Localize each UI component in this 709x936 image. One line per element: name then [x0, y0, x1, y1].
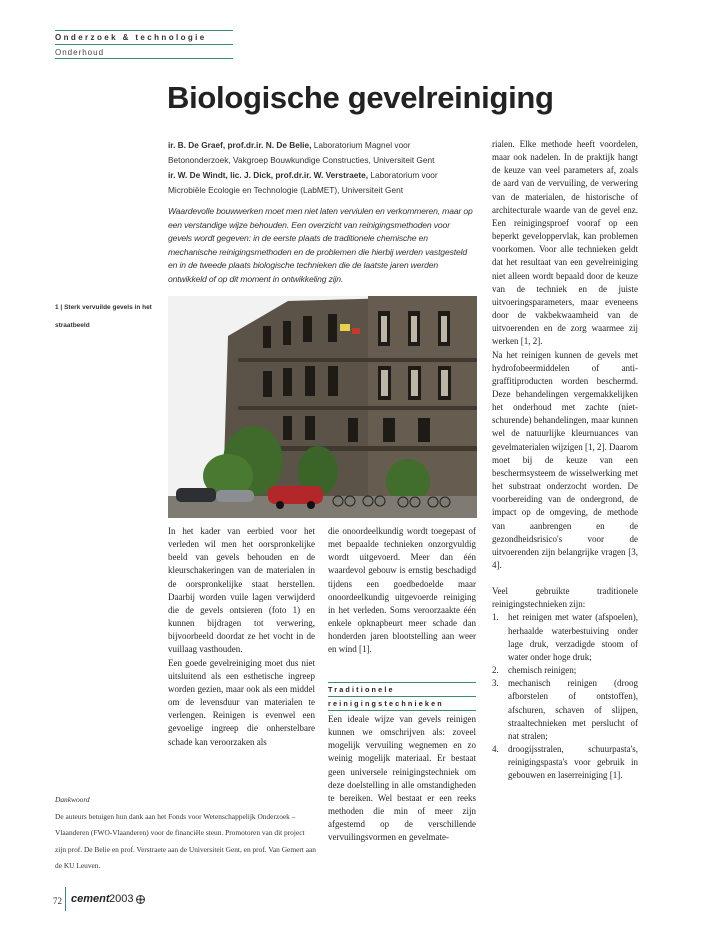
authors	[168, 138, 473, 198]
article-title: Biologische gevelreiniging	[167, 80, 554, 115]
paragraph: Na het reinigen kunnen de gevels met hydrofobeermiddelen of anti-graffitiproducten worden beschermd. Deze behandelingen vergemakkelijken het onderhoud met zachte (niet-schurende) behandelingen, maar kunnen wel de natuurlijke kleurnuances van gevelmaterialen wijzigen [1, 2]. Daarom moet bij de keuze van een beschermsysteem de wisselwerking met het substraat onderzocht worden. De voorbereiding van de ondergrond, de impact op de omgeving, de methode van aanbrengen en de gezondheidsrisico's voor de uitvoerenden zijn belangrijke vragen [3, 4].	[492, 349, 638, 570]
magazine-name: cement	[71, 893, 110, 905]
paragraph: Veel gebruikte traditionele reinigingstechnieken zijn:	[492, 586, 638, 610]
technique-list	[492, 611, 638, 782]
body-column-2b	[328, 713, 476, 845]
footer-divider	[65, 887, 66, 911]
subsection-label: Onderhoud	[55, 48, 105, 57]
section-label: Onderzoek & technologie	[55, 33, 207, 42]
list-item: 4. droogijsstralen, schuurpasta's, reinigingspasta's voor gebruik in gebouwen en laserreiniging [1].	[492, 744, 638, 781]
body-column-2	[328, 525, 476, 657]
magazine-year: 2003	[109, 893, 134, 905]
facade-photo-illustration	[168, 296, 477, 518]
acknowledgement-text: De auteurs betuigen hun dank aan het Fonds voor Wetenschappelijk Onderzoek – Vlaanderen (FWO-Vlaanderen) voor de financiële steun. Promotoren van dit project zijn prof. De Belie en prof. Verstraete aan de Universiteit Gent, en prof. Van Gemert aan de KU Leuven.	[55, 811, 316, 870]
list-item: 3. mechanisch reinigen (droog afborstelen of ontstoffen), afschuren, schaven of slijpen, straaltechnieken met perslucht of nat stralen;	[492, 678, 638, 741]
acknowledgement-heading: Dankwoord	[55, 795, 90, 804]
section-heading-line-1: Traditionele	[328, 685, 395, 694]
authors-group-2-names: ir. W. De Windt, lic. J. Dick, prof.dr.ir. W. Verstraete,	[168, 170, 369, 180]
list-item: 2. chemisch reinigen;	[492, 665, 577, 676]
authors-group-2-affiliation: Laboratorium voor Microbiële Ecologie en Technologie (LabMET), Universiteit Gent	[168, 170, 438, 195]
body-column-3	[492, 138, 638, 783]
page-number: 72	[53, 896, 62, 906]
authors-group-1-names: ir. B. De Graef, prof.dr.ir. N. De Belie,	[168, 140, 312, 150]
caption-number: 1	[55, 304, 59, 311]
paragraph: rialen. Elke methode heeft voordelen, maar ook nadelen. In de praktijk hangt de keuze van veel parameters af, zoals de aard van de vervuiling, de verwering van de materialen, de historische of architecturale waarde van de gevel enz. Een reinigingsproef vooraf op een beperkt geveloppervlak, kan problemen voorkomen. Voor alle technieken geldt dat het resultaat van een gevelreiniging niet alleen wordt bepaald door de keuze van de techniek en de juiste uitvoeringsparameters, maar eveneens door de vakbekwaamheid van de uitvoerenden en de zorg waarmee zij werken [1, 2].	[492, 139, 638, 347]
paragraph: Een ideale wijze van gevels reinigen kunnen we omschrijven als: zoveel mogelijk vervuiling wegnemen en zo weinig mogelijk materiaal. Er bestaat geen universele reinigingstechniek om deze doelstelling in alle omstandigheden te bereiken. Wel bestaat er een reeks methoden die min of meer zijn afgestemd op de verschillende vervuilingsvormen en gevelmate-	[328, 714, 476, 843]
figure-caption: 1 | Sterk vervuilde gevels in het straatbeeld	[55, 304, 152, 329]
paragraph: Een goede gevelreiniging moet dus niet uitsluitend als een esthetische ingreep worden gezien, maar ook als een middel om de levensduur van materialen te verlengen. Reinigen is evenwel een gevoelige ingreep die onherstelbare schade kan veroorzaken als	[168, 657, 315, 747]
paragraph: In het kader van eerbied voor het verleden wil men het oorspronkelijke beeld van gevels behouden en de kleurschakeringen van de materialen in de oorspronkelijke staat herstellen. Daarbij worden vuile lagen verwijderd die de gevels ontsieren (foto 1) en kunnen bijdragen tot verwering, bijvoorbeeld doordat ze het vocht in de vuillaag vasthouden.	[168, 526, 315, 655]
abstract: Waardevolle bouwwerken moet men niet laten verviulen en verkommeren, maar op een verstandige wijze behouden. Een overzicht van reinigingsmethoden voor gevels wordt gegeven: in de eerste plaats de traditionele chemische en mechanische reinigingsmethoden en de problemen die hierbij werden vastgesteld en in de tweede plaats biologische technieken die de laatste jaren werden ontwikkeld of op dit moment in ontwikkeling zijn.	[168, 206, 473, 284]
paragraph: die onoordeelkundig wordt toegepast of met bepaalde technieken onzorgvuldig wordt uitgevoerd. Meer dan één waardevol gebouw is ernstig beschadigd tijdens een goedbedoelde maar onoordeelkundig uitgevoerde reiniging in het verleden. Soms veroorzaakte één enkele opknapbeurt meer schade dan honderden jaren blootstelling aan weer en wind [1].	[328, 526, 476, 655]
list-item: 1. het reinigen met water (afspoelen), herhaalde waterbestuiving onder lage druk, verzadigde stoom of water onder hoge druk;	[492, 612, 638, 662]
facade-photo	[168, 296, 477, 518]
section-heading-line-2: reinigingstechnieken	[328, 699, 444, 708]
acknowledgement	[55, 792, 317, 875]
body-column-1	[168, 525, 315, 749]
authors-group-1-affiliation: Laboratorium Magnel voor Betononderzoek, Vakgroep Bouwkundige Constructies, Universiteit Gent	[168, 140, 435, 165]
caption-text: Sterk vervuilde gevels in het straatbeeld	[55, 304, 152, 329]
flower-logo-icon	[136, 895, 145, 904]
